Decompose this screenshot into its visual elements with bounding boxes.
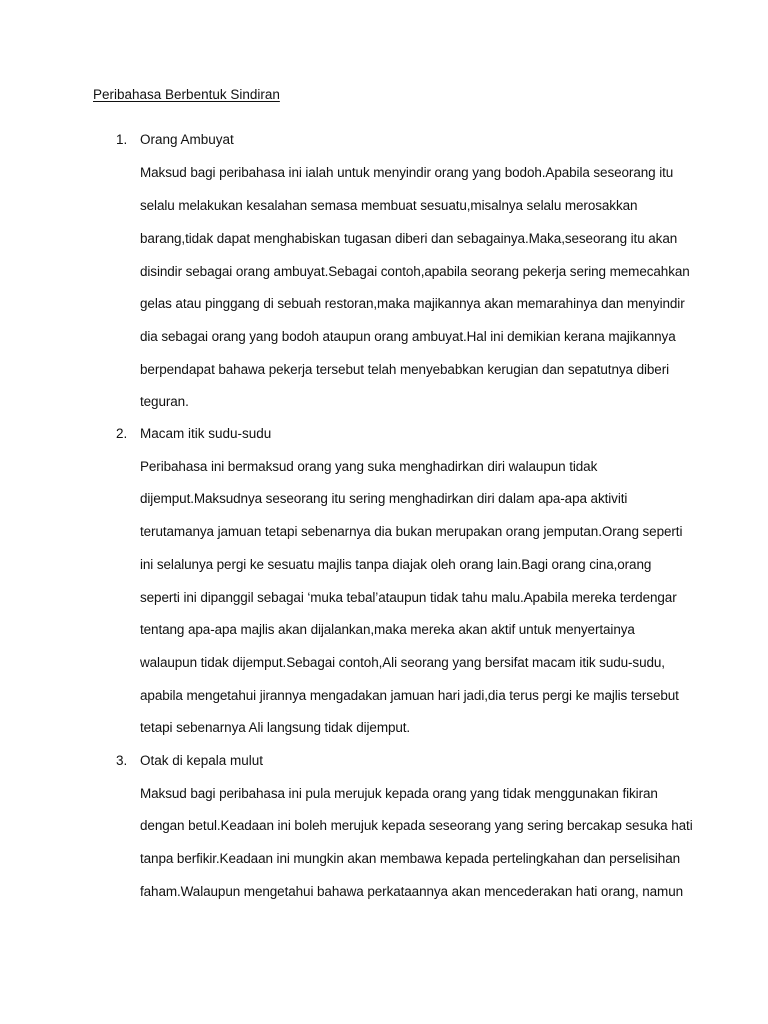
section-1-line-8: teguran. <box>140 394 189 409</box>
section-1-line-4: disindir sebagai orang ambuyat.Sebagai contoh,apabila seorang pekerja sering memecahkan <box>140 264 690 279</box>
section-2-line-7: walaupun tidak dijemput.Sebagai contoh,Ali seorang yang bersifat macam itik sudu-sudu, <box>140 655 665 670</box>
section-1-line-7: berpendapat bahawa pekerja tersebut telah menyebabkan kerugian dan sepatutnya diberi <box>140 362 669 377</box>
section-2-line-6: tentang apa-apa majlis akan dijalankan,maka mereka akan aktif untuk menyertainya <box>140 622 635 637</box>
section-2-line-1: Peribahasa ini bermaksud orang yang suka menghadirkan diri walaupun tidak <box>140 459 598 474</box>
section-2-line-2: dijemput.Maksudnya seseorang itu sering menghadirkan diri dalam apa-apa aktiviti <box>140 491 628 506</box>
section-2-line-3: terutamanya jamuan tetapi sebenarnya dia bukan merupakan orang jemputan.Orang seperti <box>140 524 683 539</box>
section-3-title: Otak di kepala mulut <box>140 753 264 768</box>
section-1-line-3: barang,tidak dapat menghabiskan tugasan diberi dan sebagainya.Maka,seseorang itu akan <box>140 231 678 246</box>
section-1-number: 1. <box>116 132 128 147</box>
section-2-number: 2. <box>116 426 128 441</box>
section-1-line-6: dia sebagai orang yang bodoh ataupun orang ambuyat.Hal ini demikian kerana majikannya <box>140 329 676 344</box>
section-1-line-2: selalu melakukan kesalahan semasa membuat sesuatu,misalnya selalu merosakkan <box>140 198 638 213</box>
section-3-line-2: dengan betul.Keadaan ini boleh merujuk kepada seseorang yang sering bercakap sesuka hati <box>140 818 693 833</box>
section-3-line-1: Maksud bagi peribahasa ini pula merujuk kepada orang yang tidak menggunakan fikiran <box>140 786 658 801</box>
section-3-number: 3. <box>116 753 128 768</box>
section-2-line-5: seperti ini dipanggil sebagai ‘muka tebal’ataupun tidak tahu malu.Apabila mereka terdengar <box>140 590 677 605</box>
section-2-line-9: tetapi sebenarnya Ali langsung tidak dijemput. <box>140 720 411 735</box>
section-1-line-5: gelas atau pinggang di sebuah restoran,maka majikannya akan memarahinya dan menyindir <box>140 296 685 311</box>
section-2-line-8: apabila mengetahui jirannya mengadakan jamuan hari jadi,dia terus pergi ke majlis tersebut <box>140 688 679 703</box>
section-2-line-4: ini selalunya pergi ke sesuatu majlis tanpa diajak oleh orang lain.Bagi orang cina,orang <box>140 557 652 572</box>
section-2-title: Macam itik sudu-sudu <box>140 426 272 441</box>
section-1-title: Orang Ambuyat <box>140 132 234 147</box>
section-3-line-4: faham.Walaupun mengetahui bahawa perkataannya akan mencederakan hati orang, namun <box>140 884 684 899</box>
document-title: Peribahasa Berbentuk Sindiran <box>93 87 280 102</box>
section-3-line-3: tanpa berfikir.Keadaan ini mungkin akan membawa kepada pertelingkahan dan perselisihan <box>140 851 681 866</box>
section-1-line-1: Maksud bagi peribahasa ini ialah untuk menyindir orang yang bodoh.Apabila seseorang itu <box>140 165 674 180</box>
